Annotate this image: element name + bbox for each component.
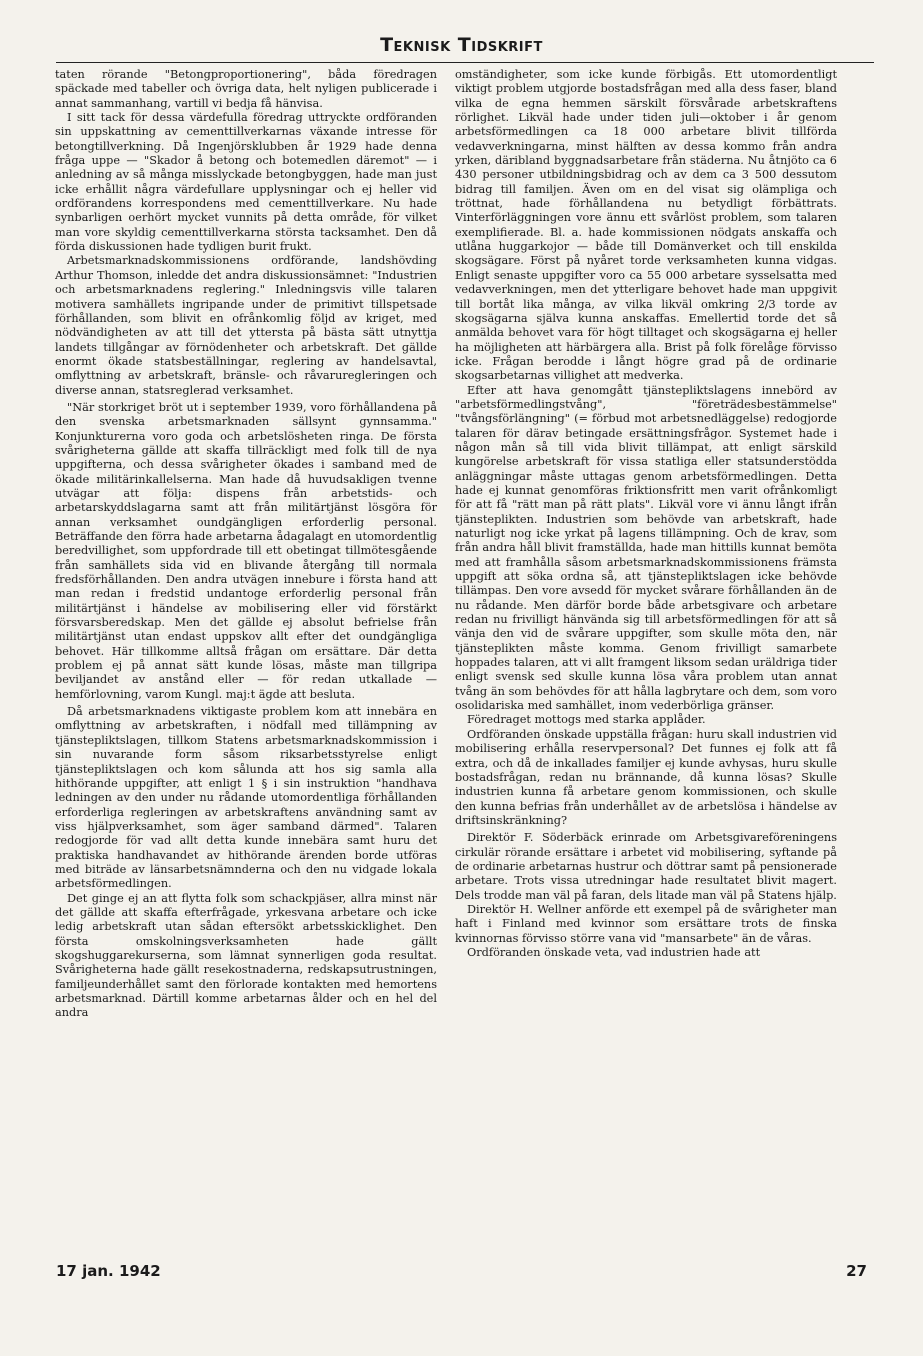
- paragraph: Då arbetsmarknadens viktigaste problem kom att innebära en omflyttning av arbetskraften, i nödfall med tillämpning av tjänstepliktslagen, tillkom Statens arbetsmarknadskommission i sin nuvarande form såsom riksarbetsstyrelse enligt tjänstepliktslagen och kom sålunda att hos sig samla alla hithörande uppgifter, att enligt 1 § i sin instruktion "handhava ledningen av den under nu rådande utomordentliga förhållanden erforderliga regleringen av arbetskraftens användning samt av viss hjälpverksamhet, som äger samband därmed". Talaren redogjorde för vad allt detta kunde innebära samt huru det praktiska handhavandet av hithörande ärenden borde utföras med biträde av länsarbetsnämnderna och den nu vidgade lokala arbetsförmedlingen.: [55, 705, 437, 891]
- right-column: [455, 68, 837, 1253]
- paragraph: omständigheter, som icke kunde förbigås. Ett utomordentligt viktigt problem utgjorde bostadsfrågan med alla dess faser, bland vilka de egna hemmen särskilt försvårade arbetskraftens rörlighet. Likväl hade under tiden juli—oktober i år genom arbetsförmedlingen ca 18 000 arbetare blivit tillförda vedavverkningarna, minst hälften av dessa kommo från andra yrken, däribland byggnadsarbetare från städerna. Nu åtnjöto ca 6 430 personer utbildningsbidrag och av dem ca 3 500 dessutom bidrag till familjen. Även om en del visat sig olämpliga och tröttnat, hade förhållandena nu betydligt förbättrats. Vinterförläggningen vore ännu ett svårlöst problem, som talaren exemplifierade. Bl. a. hade kommissionen nödgats anskaffa och utlåna huggarkojor — både till Domänverket och till enskilda skogsägare. Först på nyåret torde verksamheten kunna vidgas. Enligt senaste uppgifter voro ca 55 000 arbetare sysselsatta med vedavverkningen, men det ytterligare behovet hade man uppgivit till bortåt lika många, av vilka likväl omkring 2/3 torde av skogsägarna själva kunna anskaffas. Emellertid torde det så anmälda behovet vara för högt tilltaget och skogsägarna ej heller ha möjligheten att härbärgera alla. Brist på folk förelåge förvisso icke. Frågan berodde i långt högre grad på de ordinarie skogsarbetarnas villighet att medverka.: [455, 68, 837, 383]
- paragraph: Det ginge ej an att flytta folk som schackpjäser, allra minst när det gällde att skaffa efterfrågade, yrkesvana arbetare och icke ledig arbetskraft utan sådan eftersökt arbetsskicklighet. Den första omskolningsverksamheten hade gällt skogshuggarekurserna, som lämnat synnerligen goda resultat. Svårigheterna hade gällt resekostnaderna, redskapsutrustningen, familjeunderhållet samt den förlorade kontakten med hemortens arbetsmarknad. Därtill komme arbetarnas ålder och en hel del andra: [55, 891, 437, 1020]
- paragraph: taten rörande "Betongproportionering", båda föredragen späckade med tabeller och övriga data, helt nyligen publicerade i annat sammanhang, vartill vi bedja få hänvisa.: [55, 68, 437, 110]
- paragraph: Arbetsmarknadskommissionens ordförande, landshövding Arthur Thomson, inledde det andra diskussionsämnet: "Industrien och arbetsmarknadens reglering." Inledningsvis ville talaren motivera samhällets ingripande under de primitivt tillspetsade förhållanden, som blivit en ofrånkomlig följd av kriget, med nödvändigheten av att till det yttersta på bästa sätt utnyttja landets tillgångar av förnödenheter och arbetskraft. Det gällde enormt ökade statsbeställningar, reglering av handelsavtal, omflyttning av arbetskraft, bränsle- och råvaruregleringen och diverse annan, statsreglerad verksamhet.: [55, 254, 437, 397]
- paragraph: I sitt tack för dessa värdefulla föredrag uttryckte ordföranden sin uppskattning av cementtillverkarnas växande intresse för betongtillverkning. Då Ingenjörsklubben år 1929 hade denna fråga uppe — "Skador å betong och botemedlen däremot" — i anledning av så många misslyckade betongbyggen, hade man just icke erhållit några värdefullare upplysningar och ej heller vid ordförandens korrespondens med cementtillverkare. Nu hade synbarligen oerhört mycket vunnits på detta område, för vilket man vore skyldig cementtillverkarna största tacksamhet. Den då förda diskussionen hade tydligen burit frukt.: [55, 111, 437, 254]
- paragraph: Föredraget mottogs med starka applåder.: [467, 713, 706, 727]
- page-number: 27: [846, 1262, 867, 1280]
- paragraph: Direktör H. Wellner anförde ett exempel på de svårigheter man haft i Finland med kvinnor som ersättare trots de finska kvinnornas förvisso större vana vid "mansarbete" än de våras.: [455, 902, 837, 945]
- paragraph: Direktör F. Söderbäck erinrade om Arbetsgivareföreningens cirkulär rörande ersättare i arbetet vid mobilisering, syftande på de ordinarie arbetarnas hustrur och döttrar samt på pensionerade arbetare. Trots vissa utredningar hade resultatet blivit magert. Dels trodde man väl på faran, dels litade man väl på Statens hjälp.: [455, 831, 837, 902]
- header-rule: [56, 62, 874, 63]
- paragraph: "När storkriget bröt ut i september 1939, voro förhållandena på den svenska arbetsmarknaden sällsynt gynnsamma." Konjunkturerna voro goda och arbetslösheten ringa. De första svårigheterna gällde att skaffa tillräckligt med folk till de nya uppgifterna, och dessa svårigheter ökades i samband med de ökade militärinkallelserna. Man hade då huvudsakligen tvenne utvägar att följa: dispens från arbetstids- och arbetarskyddslagarna samt att från militärtjänst lösgöra för annan verksamhet oundgängligen erforderlig personal. Beträffande den förra hade arbetarna ådagalagt en utomordentlig beredvillighet, som uppfordrade till ett obetingat tillmötesgående från samhällets sida vid en blivande återgång till normala fredsförhållanden. Den andra utvägen innebure i första hand att man redan i fredstid undantoge erforderlig personal från militärtjänst i händelse av mobilisering eller vid förstärkt försvarsberedskap. Men det gällde ej absolut befrielse från militärtjänst utan endast uppskov allt efter det oundgängliga behovet. Här tillkomme alltså frågan om ersättare. Där detta problem ej på annat sätt kunde lösas, måste man tillgripa beviljandet av anstånd eller — för redan utkallade — hemförlovning, varom Kungl. maj:t ägde att besluta.: [55, 400, 437, 701]
- issue-date: 17 jan. 1942: [56, 1262, 161, 1280]
- left-column: [55, 68, 437, 1253]
- journal-title: Teknisk Tidskrift: [380, 34, 543, 56]
- paragraph: Ordföranden önskade veta, vad industrien hade att: [467, 945, 761, 959]
- paragraph: Ordföranden önskade uppställa frågan: huru skall industrien vid mobilisering erhålla reservpersonal? Det funnes ej folk att få extra, och då de inkallades familjer ej kunde avhysas, huru skulle bostadsfrågan, redan nu brännande, då kunna lösas? Skulle industrien kunna få arbetare genom kommissionen, och skulle den kunna befrias från underhållet av de arbetslösa i händelse av driftsinskränkning?: [455, 727, 837, 827]
- paragraph: Efter att hava genomgått tjänstepliktslagens innebörd av "arbetsförmedlingstvång", "företrädesbestämmelse" "tvångsförlängning" (= förbud mot arbetsnedläggelse) redogjorde talaren för därav betingade ersättningsfrågor. Systemet hade i någon mån så till vida blivit tillämpat, att enligt särskild kungörelse arbetskraft för vissa statliga eller statsunderstödda anläggningar måste uttagas genom arbetsförmedlingen. Detta hade ej kunnat genomföras friktionsfritt men varit ofrånkomligt för att få "rätt man på rätt plats". Likväl vore vi ännu långt ifrån tjänsteplikten. Industrien som behövde van arbetskraft, hade naturligt nog icke yrkat på lagens tillämpning. Och de krav, som från andra håll blivit framställda, hade man hittills kunnat bemöta med att framhålla såsom arbetsmarknadskommissionens främsta uppgift att söka ordna så, att tjänstepliktslagen icke behövde tillämpas. Den vore avsedd för mycket svårare förhållanden än de nu rådande. Men därför borde både arbetsgivare och arbetare redan nu frivilligt hänvända sig till arbetsförmedlingen för att så vänja den vid de svårare uppgifter, som skulle möta den, när tjänsteplikten måste komma. Genom frivilligt samarbete hoppades talaren, att vi allt framgent liksom sedan uräldriga tider enligt svensk sed skulle kunna lösa våra problem utan annat tvång än som behövdes för att hålla lagbrytare och dem, som voro osolidariska med samhället, inom vederbörliga gränser.: [455, 383, 837, 713]
